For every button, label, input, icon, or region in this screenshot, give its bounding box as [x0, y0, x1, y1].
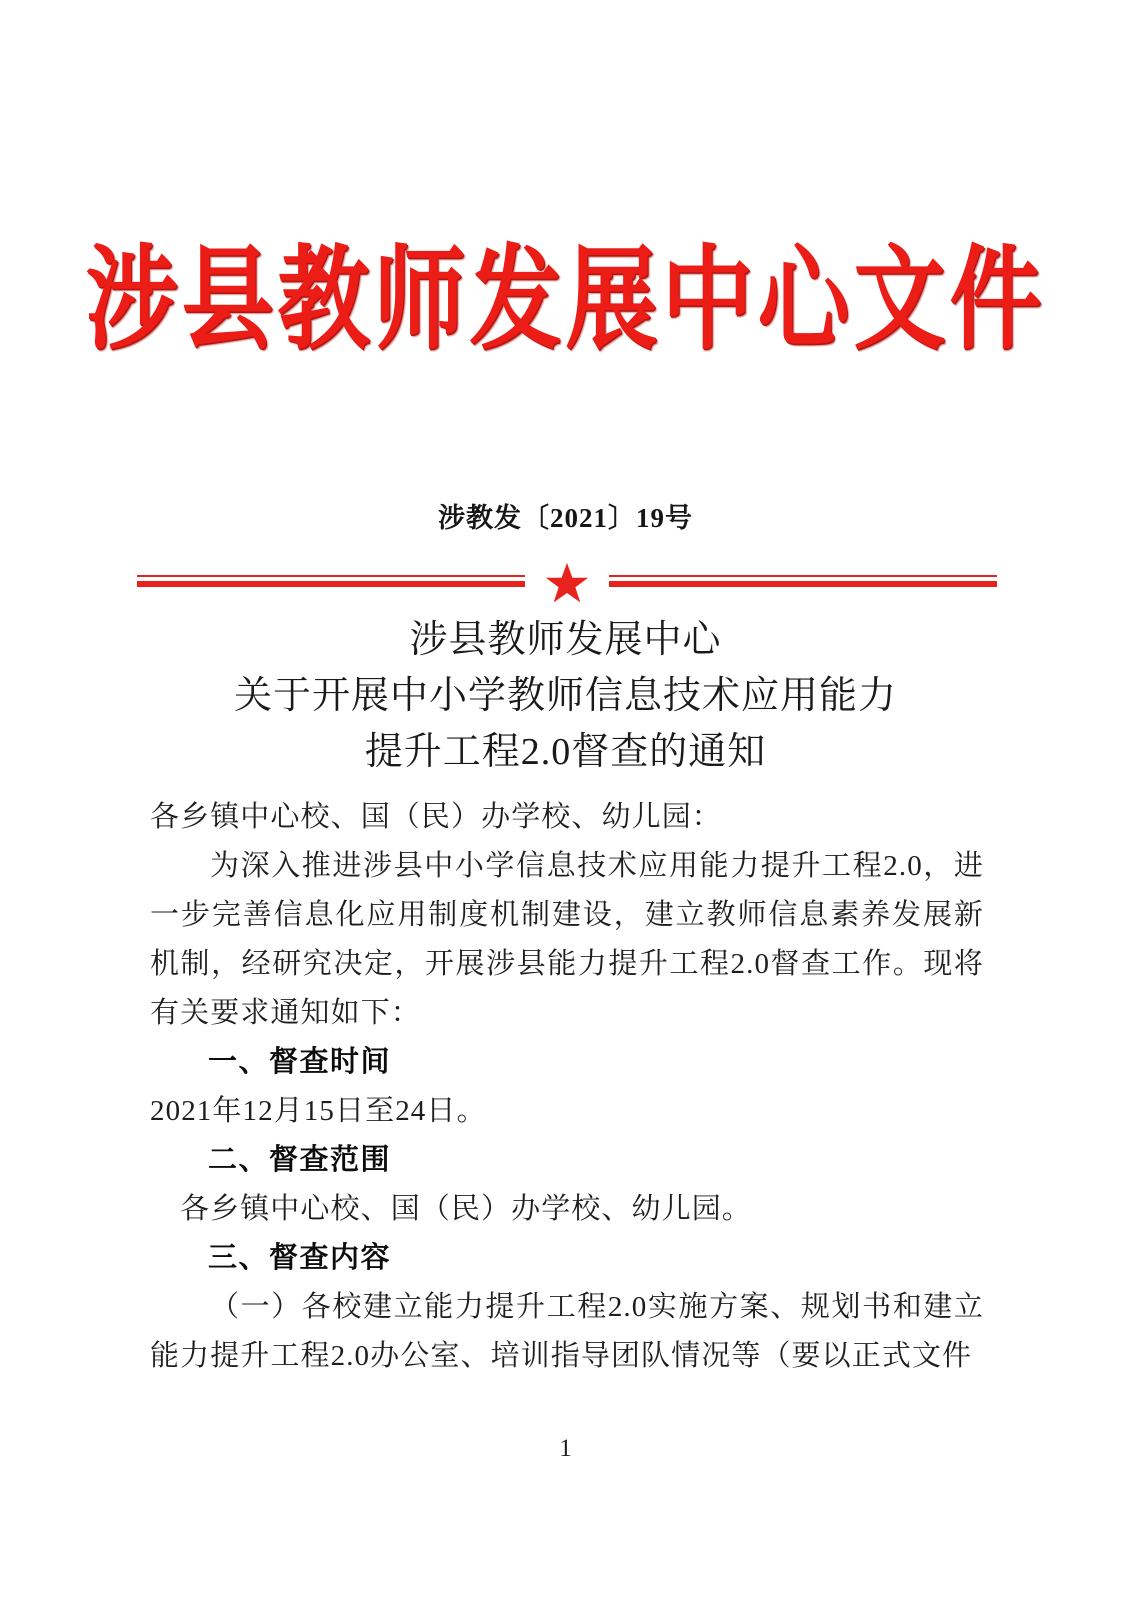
section-body-3: （一）各校建立能力提升工程2.0实施方案、规划书和建立能力提升工程2.0办公室、培训指导团队情况等（要以正式文件	[150, 1291, 984, 1372]
five-pointed-star-icon	[544, 561, 590, 607]
salutation: 各乡镇中心校、国（民）办学校、幼儿园：	[150, 801, 722, 833]
section-body-2: 各乡镇中心校、国（民）办学校、幼儿园。	[180, 1193, 752, 1225]
document-serial-number: 涉教发〔2021〕19号	[438, 503, 693, 533]
divider-line-right	[609, 575, 997, 589]
divider-thick-rule-left	[137, 581, 525, 587]
masthead	[0, 238, 1131, 363]
divider-line-left	[137, 575, 525, 589]
masthead-title: 涉县教师发展中心文件	[85, 238, 1046, 363]
red-star-divider	[137, 561, 997, 607]
section-heading-3: 三、督查内容	[208, 1242, 392, 1274]
title-line-1: 涉县教师发展中心	[409, 619, 722, 661]
document-title	[0, 612, 1131, 780]
divider-thin-rule-left	[137, 575, 525, 577]
intro-paragraph: 为深入推进涉县中小学信息技术应用能力提升工程2.0，进一步完善信息化应用制度机制建设，建立教师信息素养发展新机制，经研究决定，开展涉县能力提升工程2.0督查工作。现将有关要求通知如下：	[150, 850, 984, 1029]
section-body-1: 2021年12月15日至24日。	[150, 1095, 487, 1127]
title-line-3: 提升工程2.0督查的通知	[364, 731, 767, 773]
document-body	[150, 793, 984, 1381]
section-heading-2: 二、督查范围	[208, 1144, 392, 1176]
divider-thin-rule-right	[609, 575, 997, 577]
title-line-2: 关于开展中小学教师信息技术应用能力	[233, 675, 897, 717]
page-number: 1	[559, 1435, 572, 1462]
section-heading-1: 一、督查时间	[208, 1046, 392, 1078]
divider-thick-rule-right	[609, 581, 997, 587]
